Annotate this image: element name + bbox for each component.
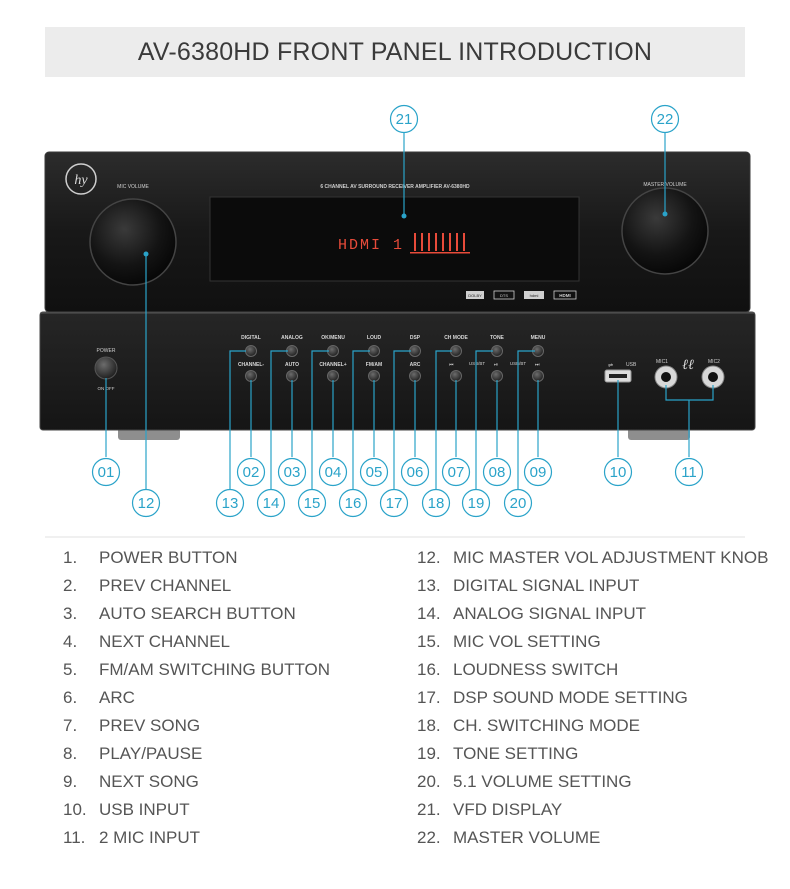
callout-number-07: 07 bbox=[447, 464, 465, 481]
button-label-top: MENU bbox=[530, 335, 546, 341]
legend-right-column bbox=[417, 548, 789, 848]
legend-item bbox=[417, 716, 789, 740]
front-button-bottom[interactable] bbox=[369, 371, 380, 382]
button-label-bottom: CHANNEL- bbox=[237, 362, 265, 368]
legend-number: 17. bbox=[417, 688, 441, 707]
usb-icon: ⇌ bbox=[608, 363, 614, 369]
legend-number: 15. bbox=[417, 632, 441, 651]
callout-number-08: 08 bbox=[488, 464, 506, 481]
legend-item bbox=[63, 800, 403, 824]
callout-number-13: 13 bbox=[221, 495, 239, 512]
button-label-top: ANALOG bbox=[281, 335, 303, 341]
svg-text:hy: hy bbox=[74, 173, 88, 188]
prev-song-icon: ⏮ bbox=[449, 362, 454, 368]
legend-label: TONE SETTING bbox=[453, 744, 579, 763]
next-song-icon: ⏭ bbox=[535, 362, 540, 368]
legend-label: NEXT CHANNEL bbox=[99, 632, 230, 651]
button-label-bottom: CHANNEL+ bbox=[319, 362, 347, 368]
legend-item bbox=[417, 828, 789, 852]
front-button-top[interactable] bbox=[328, 346, 339, 357]
vfd-text: HDMI 1 bbox=[338, 237, 405, 254]
legend-label: AUTO SEARCH BUTTON bbox=[99, 604, 296, 623]
legend-label: 2 MIC INPUT bbox=[99, 828, 201, 847]
front-button-bottom[interactable] bbox=[492, 371, 503, 382]
legend-number: 3. bbox=[63, 604, 78, 623]
button-label-bottom: ARC bbox=[409, 362, 421, 368]
legend-label: MIC MASTER VOL ADJUSTMENT KNOB bbox=[453, 548, 769, 567]
legend-item bbox=[417, 800, 789, 824]
legend-label: USB INPUT bbox=[99, 800, 190, 819]
button-label-top: CH MODE bbox=[444, 335, 468, 341]
legend-number: 19. bbox=[417, 744, 441, 763]
legend-label: NEXT SONG bbox=[99, 772, 199, 791]
legend-number: 12. bbox=[417, 548, 441, 567]
master-volume-label: MASTER VOLUME bbox=[643, 182, 687, 188]
legend-item bbox=[417, 632, 789, 656]
callout-number-10: 10 bbox=[609, 464, 627, 481]
play-pause-icon: ⏯ bbox=[494, 362, 499, 368]
mic-logo: ℓℓ bbox=[682, 358, 694, 373]
callout-number-19: 19 bbox=[467, 495, 485, 512]
legend-label: FM/AM SWITCHING BUTTON bbox=[99, 660, 331, 679]
legend-item bbox=[63, 744, 403, 768]
legend-number: 22. bbox=[417, 828, 441, 847]
button-label-top: LOUD bbox=[366, 335, 382, 341]
mic-volume-knob[interactable] bbox=[90, 199, 176, 285]
callout-number-05: 05 bbox=[365, 464, 383, 481]
legend-label: MASTER VOLUME bbox=[453, 828, 601, 847]
model-line: 6 CHANNEL AV SURROUND RECEIVER AMPLIFIER AV-6380HD bbox=[320, 184, 470, 190]
callout-number-04: 04 bbox=[324, 464, 342, 481]
legend-number: 11. bbox=[63, 828, 86, 847]
legend-number: 8. bbox=[63, 744, 78, 763]
legend-number: 9. bbox=[63, 772, 78, 791]
front-button-top[interactable] bbox=[369, 346, 380, 357]
callout-number-16: 16 bbox=[344, 495, 362, 512]
front-button-bottom[interactable] bbox=[287, 371, 298, 382]
callout-number-09: 09 bbox=[529, 464, 547, 481]
legend-item bbox=[63, 632, 403, 656]
legend-item bbox=[417, 744, 789, 768]
button-label-top: DIGITAL bbox=[241, 335, 261, 341]
legend-label: MIC VOL SETTING bbox=[453, 632, 601, 651]
callout-number-02: 02 bbox=[242, 464, 260, 481]
front-button-bottom[interactable] bbox=[328, 371, 339, 382]
callout-number-01: 01 bbox=[97, 464, 115, 481]
legend-number: 14. bbox=[417, 604, 441, 623]
legend-number: 18. bbox=[417, 716, 441, 735]
button-label-top: DSP bbox=[409, 335, 421, 341]
legend-number: 21. bbox=[417, 800, 441, 819]
legend-number: 16. bbox=[417, 660, 441, 679]
legend-label: LOUDNESS SWITCH bbox=[453, 660, 619, 679]
page-title: AV-6380HD FRONT PANEL INTRODUCTION bbox=[137, 37, 653, 66]
callout-number-06: 06 bbox=[406, 464, 424, 481]
front-button-top[interactable] bbox=[451, 346, 462, 357]
legend-label: CH. SWITCHING MODE bbox=[453, 716, 640, 735]
legend-number: 2. bbox=[63, 576, 78, 595]
legend-item bbox=[417, 660, 789, 684]
svg-text:DTS: DTS bbox=[500, 293, 508, 298]
svg-text:HDMI: HDMI bbox=[559, 293, 571, 298]
legend-label: 5.1 VOLUME SETTING bbox=[453, 772, 632, 791]
power-on-off-label: ON OFF bbox=[97, 386, 115, 391]
legend-item bbox=[417, 604, 789, 628]
legend-item bbox=[63, 828, 403, 852]
front-button-bottom[interactable] bbox=[451, 371, 462, 382]
front-button-bottom[interactable] bbox=[246, 371, 257, 382]
front-button-top[interactable] bbox=[246, 346, 257, 357]
front-button-top[interactable] bbox=[287, 346, 298, 357]
legend-item bbox=[417, 548, 789, 572]
legend-label: POWER BUTTON bbox=[99, 548, 238, 567]
legend-item bbox=[63, 548, 403, 572]
legend-label: ARC bbox=[99, 688, 135, 707]
power-button[interactable] bbox=[95, 357, 117, 379]
legend-number: 6. bbox=[63, 688, 78, 707]
mic1-label: MIC1 bbox=[656, 359, 668, 365]
mic-volume-label: MIC VOLUME bbox=[117, 184, 149, 190]
callout-number-22: 22 bbox=[656, 111, 674, 128]
front-button-top[interactable] bbox=[492, 346, 503, 357]
callout-number-14: 14 bbox=[262, 495, 280, 512]
legend-label: PREV CHANNEL bbox=[99, 576, 232, 595]
callout-number-11: 11 bbox=[681, 464, 697, 481]
button-label-bottom: AUTO bbox=[284, 362, 300, 368]
legend-left-column bbox=[63, 548, 403, 848]
legend-number: 20. bbox=[417, 772, 441, 791]
button-label-top: OK/MENU bbox=[321, 335, 345, 341]
legend-item bbox=[63, 604, 403, 628]
legend-label: ANALOG SIGNAL INPUT bbox=[453, 604, 647, 623]
legend-label: DIGITAL SIGNAL INPUT bbox=[453, 576, 640, 595]
button-label-bottom: FM/AM bbox=[365, 362, 383, 368]
legend-number: 10. bbox=[63, 800, 87, 819]
legend-label: VFD DISPLAY bbox=[453, 800, 563, 819]
power-label: POWER bbox=[96, 348, 116, 354]
svg-text:hdmi: hdmi bbox=[529, 293, 539, 298]
usb-bt-label-1: USB/BT bbox=[468, 361, 486, 366]
callout-number-21: 21 bbox=[395, 111, 413, 128]
legend-item bbox=[63, 772, 403, 796]
legend-item bbox=[417, 772, 789, 796]
legend-number: 5. bbox=[63, 660, 78, 679]
legend-number: 4. bbox=[63, 632, 78, 651]
front-button-top[interactable] bbox=[410, 346, 421, 357]
button-label-top: TONE bbox=[490, 335, 504, 341]
usb-bt-label-2: USB/BT bbox=[509, 361, 527, 366]
legend-label: PREV SONG bbox=[99, 716, 201, 735]
callout-number-12: 12 bbox=[137, 495, 155, 512]
chassis-lower bbox=[40, 312, 755, 430]
legend-item bbox=[417, 688, 789, 712]
legend-item bbox=[63, 688, 403, 712]
legend-number: 7. bbox=[63, 716, 78, 735]
legend-label: DSP SOUND MODE SETTING bbox=[453, 688, 688, 707]
front-button-bottom[interactable] bbox=[410, 371, 421, 382]
legend-item bbox=[63, 576, 403, 600]
legend-label: PLAY/PAUSE bbox=[99, 744, 203, 763]
legend-item bbox=[63, 716, 403, 740]
mic2-label: MIC2 bbox=[708, 359, 720, 365]
legend-item bbox=[63, 660, 403, 684]
callout-number-03: 03 bbox=[283, 464, 301, 481]
legend-number: 13. bbox=[417, 576, 441, 595]
callout-number-18: 18 bbox=[427, 495, 445, 512]
usb-label: USB bbox=[626, 362, 637, 368]
legend-item bbox=[417, 576, 789, 600]
callout-number-20: 20 bbox=[509, 495, 527, 512]
legend-number: 1. bbox=[63, 548, 78, 567]
front-button-bottom[interactable] bbox=[533, 371, 544, 382]
svg-text:DOLBY: DOLBY bbox=[468, 293, 482, 298]
callout-number-17: 17 bbox=[385, 495, 403, 512]
callout-number-15: 15 bbox=[303, 495, 321, 512]
